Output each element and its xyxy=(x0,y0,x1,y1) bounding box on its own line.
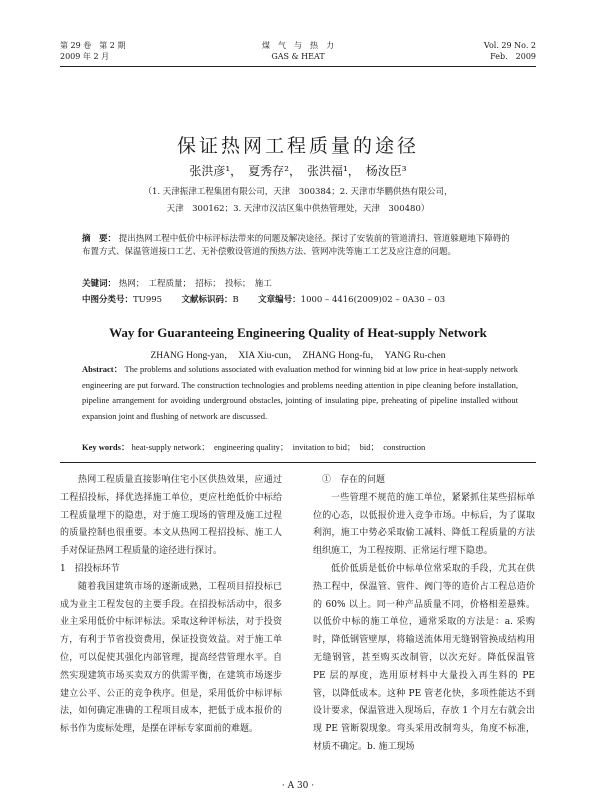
english-abstract-text: The problems and solutions associated with evaluation method for winning bid at low price in heat-supply network engineering are put forward. The construction technologies and problems needing attention in pipe cleaning before installation, pipeline arrangement for avoiding underground obstacles, jointing of insulating pipe, preheating of pipeline installed without expansion joint and flushing of network are discussed. xyxy=(82,364,518,421)
keywords-text: 热网； 工程质量； 招标； 投标； 施工 xyxy=(118,279,272,289)
journal-name-en: GAS & HEAT xyxy=(271,52,325,61)
clc-value: TU995 xyxy=(133,295,163,305)
classification-line xyxy=(82,294,518,307)
date-en: Feb. 2009 xyxy=(490,52,536,61)
subsection-heading: ① 存在的问题 xyxy=(322,475,386,485)
page-number: · A 30 · xyxy=(281,781,315,791)
header-rule xyxy=(60,66,536,67)
abstract-label: 摘 要： xyxy=(82,234,117,244)
clc-label: 中图分类号： xyxy=(82,295,134,305)
body-left-column xyxy=(60,472,282,739)
english-keywords-text: heat-supply network； engineering quality； invitation to bid； bid； construction xyxy=(131,442,426,452)
doccode-label: 文献标识码： xyxy=(181,295,233,305)
body-right-column xyxy=(313,472,535,757)
abstract-rule xyxy=(60,462,536,463)
body-paragraph: 一些管理不规范的施工单位，紧紧抓住某些招标单位的心态，以低报价进入竞争市场。中标后，为了谋取利润，施工中势必采取偷工减料、降低工程质量的方法组织施工，为工程按期、正常运行埋下隐患。 xyxy=(313,492,535,557)
keywords-cn xyxy=(82,278,518,291)
english-abstract-label: Abstract： xyxy=(82,364,123,374)
author-list: 张洪彦¹， 夏秀存²， 张洪福¹， 杨汝臣³ xyxy=(189,164,407,178)
abstract-cn xyxy=(82,233,518,259)
keywords-label: 关键词： xyxy=(82,279,117,289)
abstract-text: 提出热网工程中低价中标评标法带来的问题及解决途径。探讨了安装前的管道清扫、管道躲避地下障碍的布置方式、保温管道接口工艺、无补偿敷设管道的预热方法、管网冲洗等施工工艺及应注意的问题。 xyxy=(82,234,510,257)
intro-paragraph: 热网工程质量直接影响住宅小区供热效果，应通过工程招投标，择优选择施工单位，更应杜绝低价中标给工程质量埋下的隐患，对于施工现场的管理及施工过程的质量控制也很重要。本文从热网工程招投标、施工人手对保证热网工程质量的途径进行探讨。 xyxy=(60,475,282,557)
article-number-label: 文章编号： xyxy=(258,295,301,305)
issue-date: 2009 年 2 月 xyxy=(60,52,110,61)
section-heading: 1 招投标环节 xyxy=(60,563,120,574)
english-keywords-label: Key words： xyxy=(82,442,130,452)
volume-issue: 第 29 卷 第 2 期 xyxy=(60,41,126,50)
article-number-value: 1000 – 4416(2009)02 – 0A30 – 03 xyxy=(300,295,446,305)
doccode-value: B xyxy=(232,295,239,305)
journal-name-cn: 煤 气 与 热 力 xyxy=(262,41,334,50)
english-abstract xyxy=(82,362,518,424)
page-title: 保证热网工程质量的途径 xyxy=(176,135,419,157)
journal-volume-en xyxy=(484,40,536,62)
english-authors: ZHANG Hong-yan， XIA Xiu-cun， ZHANG Hong-fu， YANG Ru-chen xyxy=(150,351,446,361)
english-title: Way for Guaranteeing Engineering Quality of Heat-supply Network xyxy=(109,325,487,340)
body-paragraph: 低价低质是低价中标单位常采取的手段，尤其在供热工程中，保温管、管件、阀门等的造价占工程总造价的 60% 以上。同一种产品质量不同，价格相差悬殊。以低价中标的施工单位，通常采取的方法是：a. 采购时，降低钢管壁厚，将输送流体用无缝钢管换成结构用无缝钢管，甚至购买改制管，以次充好。降低保温管 PE 层的厚度，选用原材料中大量投入再生料的 PE 管，以降低成本。这种 PE 管老化快，多项性能达不到设计要求，保温管进入现场后，存放 1 个月左右就会出现 PE 管断裂现象。弯头采用改制弯头，角度不标准，材质不确定。b. 施工现场 xyxy=(313,563,535,752)
volume-en: Vol. 29 No. 2 xyxy=(483,41,536,50)
body-paragraph: 随着我国建筑市场的逐渐成熟，工程项目招投标已成为业主工程发包的主要手段。在招投标活动中，很多业主采用低价中标评标法。采取这种评标法，对于投资方，有利于节省投资费用，保证投资效益。对于施工单位，可以促使其强化内部管理，提高经营管理水平。自然实现建筑市场买卖双方的供需平衡，在建筑市场逐步建立公平、公正的竞争秩序。但是，采用低价中标评标法，如何确定准确的工程项目成本，把低于成本报价的标书作为废标处理，是摆在评标专家面前的难题。 xyxy=(60,581,282,735)
affiliation-line-2: 天津 300162；3. 天津市汉沽区集中供热管理处，天津 300480） xyxy=(166,204,430,214)
affiliation-line-1: （1. 天津振津工程集团有限公司，天津 300384；2. 天津市华鹏供热有限公司， xyxy=(143,187,453,197)
english-keywords xyxy=(82,440,518,456)
